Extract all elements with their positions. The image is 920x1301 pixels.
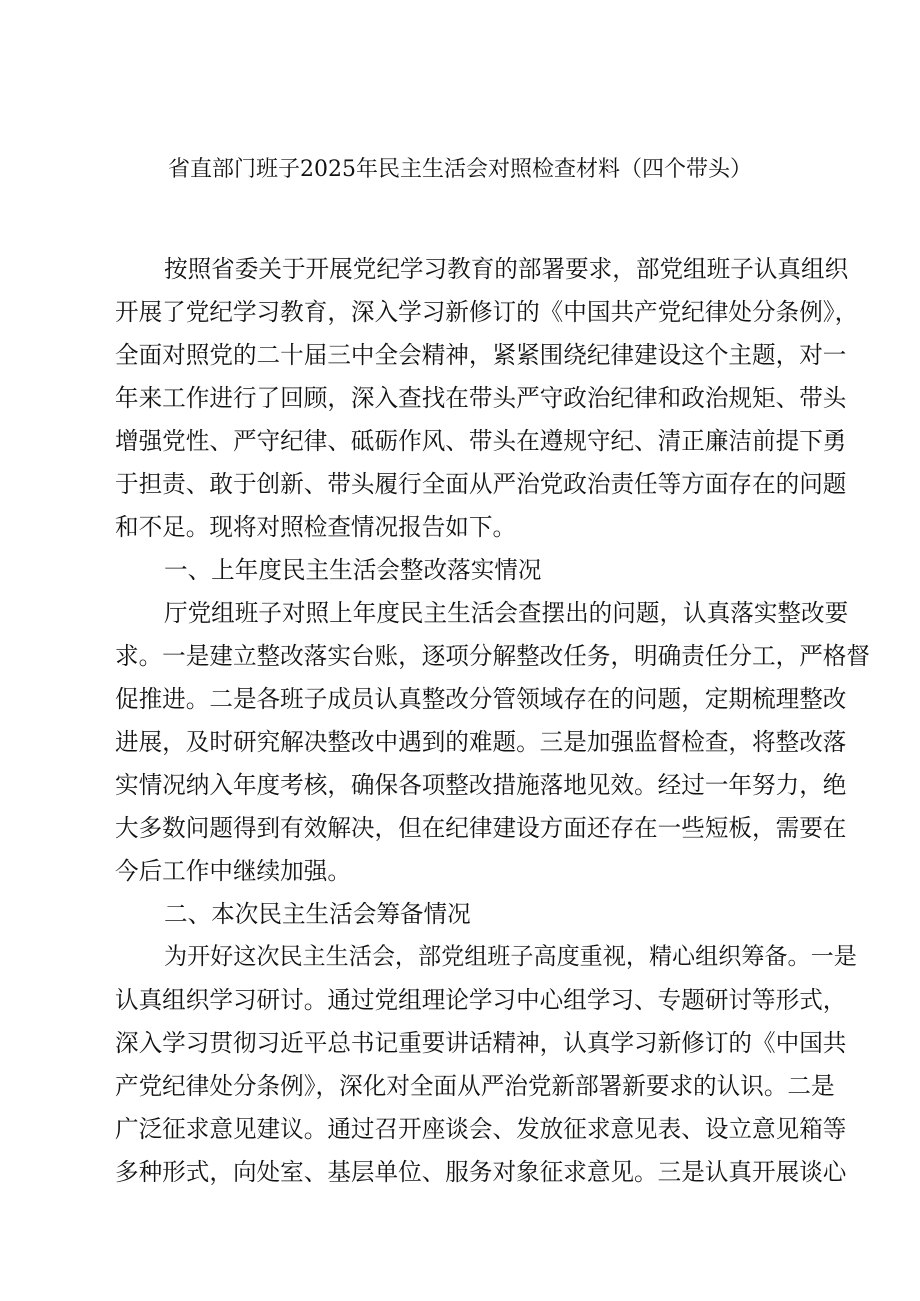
paragraph-line: 大多数问题得到有效解决，但在纪律建设方面还存在一些短板，需要在	[115, 814, 847, 842]
paragraph-line: 多种形式，向处室、基层单位、服务对象征求意见。三是认真开展谈心	[115, 1158, 847, 1186]
paragraph-line: 进展，及时研究解决整改中遇到的难题。三是加强监督检查，将整改落	[115, 728, 847, 756]
paragraph-line: 年来工作进行了回顾，深入查找在带头严守政治纪律和政治规矩、带头	[115, 384, 847, 412]
paragraph-line: 于担责、敢于创新、带头履行全面从严治党政治责任等方面存在的问题	[115, 470, 847, 498]
paragraph-line: 今后工作中继续加强。	[115, 857, 351, 885]
paragraph-line: 产党纪律处分条例》，深化对全面从严治党新部署新要求的认识。二是	[115, 1072, 835, 1100]
paragraph-line: 实情况纳入年度考核，确保各项整改措施落地见效。经过一年努力，绝	[115, 771, 847, 799]
paragraph-line: 开展了党纪学习教育，深入学习新修订的《中国共产党纪律处分条例》，	[115, 298, 859, 326]
section-heading-1: 一、上年度民主生活会整改落实情况	[164, 556, 542, 584]
paragraph-line: 按照省委关于开展党纪学习教育的部署要求，部党组班子认真组织	[164, 255, 849, 283]
paragraph-line: 广泛征求意见建议。通过召开座谈会、发放征求意见表、设立意见箱等	[115, 1115, 847, 1143]
paragraph-line: 为开好这次民主生活会，部党组班子高度重视，精心组织筹备。一是	[164, 944, 857, 970]
paragraph-line: 深入学习贯彻习近平总书记重要讲话精神，认真学习新修订的《中国共	[115, 1029, 847, 1057]
paragraph-line: 认真组织学习研讨。通过党组理论学习中心组学习、专题研讨等形式，	[115, 986, 847, 1014]
paragraph-line: 求。一是建立整改落实台账，逐项分解整改任务，明确责任分工，严格督	[115, 642, 870, 670]
paragraph-line: 全面对照党的二十届三中全会精神，紧紧围绕纪律建设这个主题，对一	[115, 341, 847, 369]
paragraph-line: 促推进。二是各班子成员认真整改分管领域存在的问题，定期梳理整改	[115, 685, 847, 713]
document-title: 省直部门班子2025年民主生活会对照检查材料（四个带头）	[168, 157, 752, 182]
section-heading-2: 二、本次民主生活会筹备情况	[164, 900, 471, 928]
paragraph-line: 和不足。现将对照检查情况报告如下。	[115, 513, 517, 541]
paragraph-line: 增强党性、严守纪律、砥砺作风、带头在遵规守纪、清正廉洁前提下勇	[115, 427, 847, 455]
paragraph-line: 厅党组班子对照上年度民主生活会查摆出的问题，认真落实整改要	[164, 599, 849, 627]
